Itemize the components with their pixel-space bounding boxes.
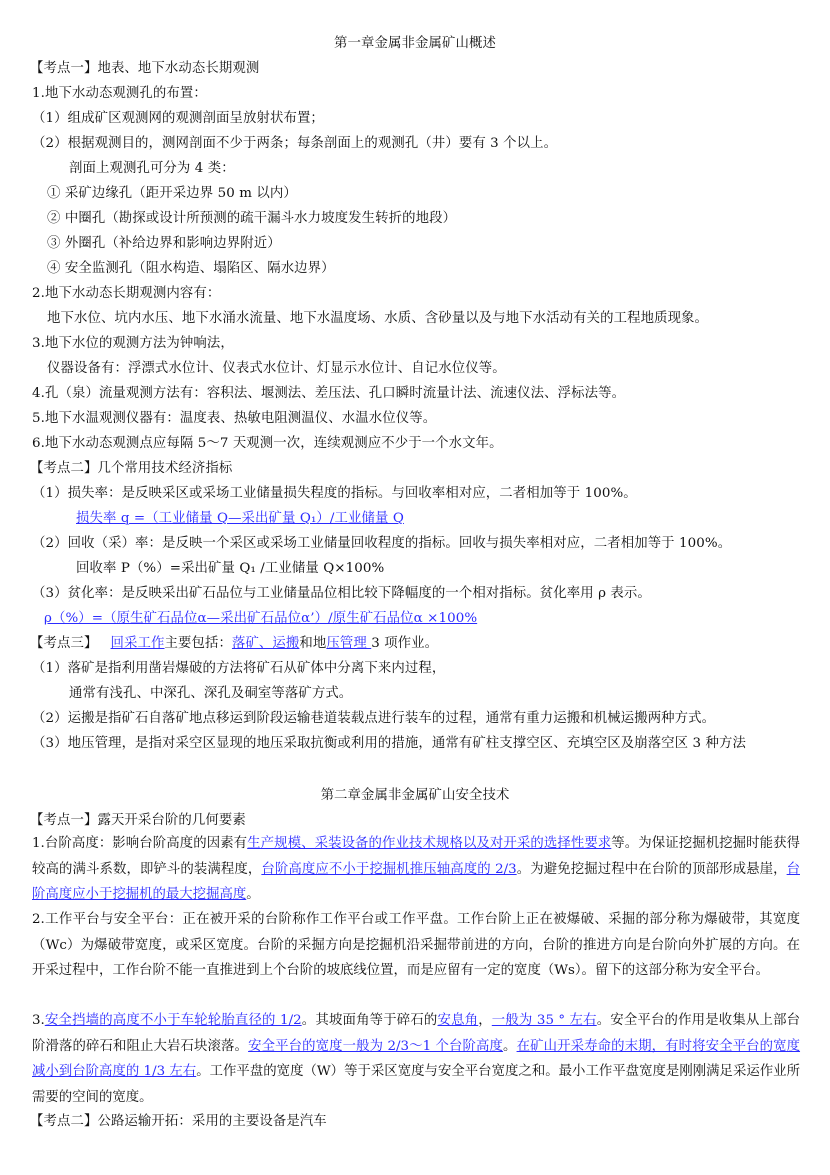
item-4: 4.孔（泉）流量观测方法有：容积法、堰测法、差压法、孔口瞬时流量计法、流速仪法、浮标法等。 (32, 386, 626, 401)
berm-text-2: 。其坡面角等于碎石的 (301, 1013, 438, 1028)
berm-text-5: 。 (503, 1038, 517, 1054)
chapter-1-title: 第一章金属非金属矿山概述 (334, 36, 496, 51)
angle-value-link[interactable]: 一般为 35 ° 左右 (491, 1013, 597, 1028)
bench-height-text-1: 1.台阶高度：影响台阶高度的因素有 (32, 836, 248, 851)
bench-height-max-link[interactable]: 台阶高度应小于挖掘机的最大挖掘高度 (32, 861, 800, 902)
bench-height-paragraph (32, 831, 800, 908)
berm-width-link[interactable]: 安全平台的宽度一般为 2/3～1 个台阶高度 (248, 1038, 504, 1054)
c2-kp1-heading: 【考点一】露天开采台阶的几何要素 (30, 813, 246, 828)
berm-text-3: ， (478, 1013, 492, 1028)
berm-text-1: 3. (32, 1013, 45, 1028)
item-1-sub-1: （1）组成矿区观测网的观测剖面呈放射状布置； (32, 111, 324, 126)
kp3-text-1: 主要包括： (164, 636, 232, 651)
bench-height-text-4: 。 (246, 887, 260, 902)
kp3-text-2: 和地 (299, 636, 327, 651)
c2-kp2-heading: 【考点二】公路运输开拓：采用的主要设备是汽车 (30, 1114, 327, 1129)
safety-wall-height-link[interactable]: 安全挡墙的高度不小于车轮轮胎直径的 1/2 (44, 1013, 302, 1028)
recovery-rate-definition: （2）回收（采）率：是反映一个采区或采场工业储量回收程度的指标。回收与损失率相对应，二者相加等于 100%。 (32, 536, 732, 551)
angle-of-repose-link[interactable]: 安息角 (437, 1013, 479, 1028)
hole-type-1: ① 采矿边缘孔（距开采边界 50 m 以内） (47, 186, 297, 201)
item-6: 6.地下水动态观测点应每隔 5～7 天观测一次，连续观测应不少于一个水文年。 (32, 436, 503, 451)
haulage-item: （2）运搬是指矿石自落矿地点移运到阶段运输巷道装载点进行装车的过程，通常有重力运搬和机械运搬两种方式。 (32, 711, 716, 726)
loss-rate-formula-link[interactable]: 损失率 q =（工业储量 Q—采出矿量 Q₁）/工业储量 Q (76, 511, 404, 526)
bench-height-text-2: 等。为保证挖掘机挖掘时能获得较高的满斗系数，即铲斗的装满程度， (32, 836, 801, 877)
item-1-sub-2: （2）根据观测目的，测网剖面不少于两条；每条剖面上的观测孔（井）要有 3 个以上。 (32, 136, 558, 151)
hole-type-2: ② 中圈孔（勘探或设计所预测的疏干漏斗水力坡度发生转折的地段） (47, 211, 457, 226)
kp3-text-3: 3 项作业。 (371, 636, 439, 651)
ore-breaking-methods: 通常有浅孔、中深孔、深孔及硐室等落矿方式。 (69, 686, 353, 701)
item-1: 1.地下水动态观测孔的布置： (32, 86, 207, 101)
hole-type-4: ④ 安全监测孔（阻水构造、塌陷区、隔水边界） (47, 261, 335, 276)
berm-text-6: 。工作平盘的宽度（W）等于采区宽度与安全平台宽度之和。最小工作平盘宽度是刚刚满足采运作业所需要的空间的宽度。 (32, 1064, 800, 1105)
kp1-heading: 【考点一】地表、地下水动态长期观测 (30, 61, 260, 76)
item-2: 2.地下水动态长期观测内容有： (32, 286, 221, 301)
item-3-content: 仪器设备有：浮漂式水位计、仪表式水位计、灯显示水位计、自记水位仪等。 (47, 361, 506, 376)
bench-height-text-3: 。为避免挖掘过程中在台阶的顶部形成悬崖， (516, 861, 787, 877)
dilution-rate-formula-link[interactable]: ρ（%）=（原生矿石品位α—采出矿石品位α’）/原生矿石品位α ×100% (44, 611, 478, 626)
recovery-rate-formula: 回收率 P（%）=采出矿量 Q₁ /工业储量 Q×100% (76, 561, 385, 576)
kp2-heading: 【考点二】几个常用技术经济指标 (30, 461, 233, 476)
item-3: 3.地下水位的观测方法为钟响法， (32, 336, 234, 351)
end-of-mine-life-link[interactable]: 在矿山开采寿命的末期，有时将安全平台的宽度减小到台阶高度的 1/3 左右 (32, 1038, 801, 1079)
safety-berm-paragraph (32, 1008, 800, 1110)
dilution-rate-definition: （3）贫化率：是反映采出矿石品位与工业储量品位相比较下降幅度的一个相对指标。贫化率用 ρ 表示。 (32, 586, 651, 601)
ore-breaking-haulage-link[interactable]: 落矿、运搬 (231, 636, 300, 651)
ground-pressure-item: （3）地压管理，是指对采空区显现的地压采取抗衡或利用的措施，通常有矿柱支撑空区、充填空区及崩落空区 3 种方法 (32, 736, 746, 751)
ground-pressure-link[interactable]: 压管理 (326, 636, 372, 651)
item-1-sub-3: 剖面上观测孔可分为 4 类： (69, 161, 235, 176)
kp3-prefix: 【考点三】 (30, 636, 98, 651)
chapter-2-title: 第二章金属非金属矿山安全技术 (320, 788, 510, 803)
platform-paragraph: 2.工作平台与安全平台：正在被开采的台阶称作工作平台或工作平盘。工作台阶上正在被爆破、采掘的部分称为爆破带，其宽度（Wc）为爆破带宽度，或采区宽度。台阶的采掘方向是挖掘机沿采掘带前进的方向，台阶的推进方向是台阶向外扩展的方向。在开采过程中，工作台阶不能一直推进到上个台阶的坡底线位置，而是应留有一定的宽度（Ws）。留下的这部分称为安全平台。 (32, 912, 800, 978)
stoping-link[interactable]: 回采工作 (110, 636, 165, 651)
item-2-content: 地下水位、坑内水压、地下水涌水流量、地下水温度场、水质、含砂量以及与地下水活动有关的工程地质现象。 (47, 311, 709, 326)
item-5: 5.地下水温观测仪器有：温度表、热敏电阻测温仪、水温水位仪等。 (32, 411, 437, 426)
berm-text-4: 。安全平台的作用是收集从上部台阶滑落的碎石和阻止大岩石块滚落。 (32, 1013, 801, 1054)
kp3-heading (30, 634, 830, 654)
loss-rate-definition: （1）损失率：是反映采区或采场工业储量损失程度的指标。与回收率相对应，二者相加等于 100%。 (32, 486, 637, 501)
ore-breaking-item: （1）落矿是指利用凿岩爆破的方法将矿石从矿体中分离下来内过程， (32, 661, 446, 676)
bench-height-factors-link[interactable]: 生产规模、采装设备的作业技术规格以及对开采的选择性要求 (247, 836, 612, 851)
hole-type-3: ③ 外圈孔（补给边界和影响边界附近） (47, 236, 281, 251)
bench-height-min-link[interactable]: 台阶高度应不小于挖掘机推压轴高度的 2/3 (261, 861, 517, 877)
